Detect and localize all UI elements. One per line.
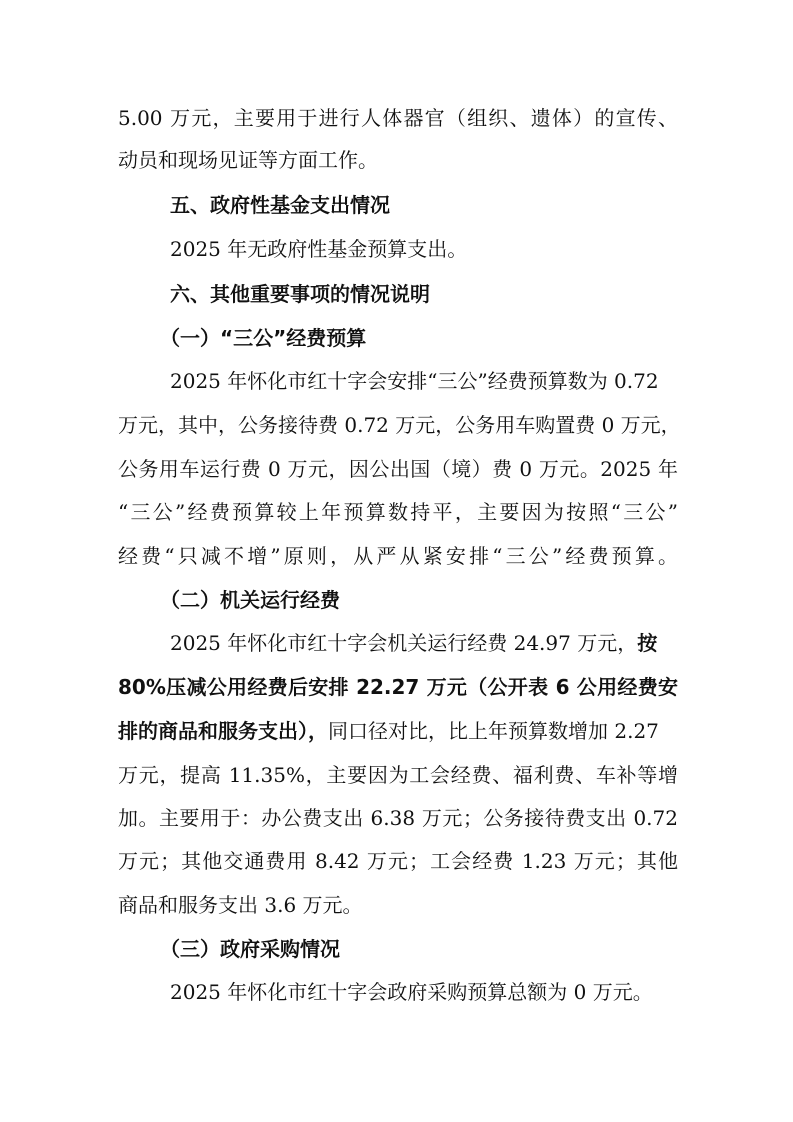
paragraph-line: 公务用车运行费 0 万元，因公出国（境）费 0 万元。2025 年 <box>118 457 678 481</box>
section-heading-6: 六、其他重要事项的情况说明 <box>170 282 430 306</box>
subsection-heading-1: （一）“三公”经费预算 <box>160 326 367 350</box>
paragraph-line: 动员和现场见证等方面工作。 <box>118 148 378 172</box>
paragraph-line: 经费“只减不增”原则，从严从紧安排“三公”经费预算。 <box>118 544 678 568</box>
normal-text: 同口径对比，比上年预算数增加 2.27 <box>328 719 659 743</box>
paragraph-line: “三公”经费预算较上年预算数持平，主要因为按照“三公” <box>118 500 678 524</box>
paragraph-line: 加。主要用于：办公费支出 6.38 万元；公务接待费支出 0.72 <box>118 806 678 830</box>
subsection-heading-2: （二）机关运行经费 <box>160 588 340 612</box>
paragraph-line-bold: 80%压减公用经费后安排 22.27 万元（公开表 6 公用经费安 <box>118 675 678 699</box>
subsection-heading-3: （三）政府采购情况 <box>160 937 340 961</box>
paragraph-line: 2025 年怀化市红十字会政府采购预算总额为 0 万元。 <box>170 980 653 1004</box>
paragraph-line <box>118 716 678 746</box>
normal-text: 2025 年怀化市红十字会机关运行经费 24.97 万元， <box>170 631 638 655</box>
paragraph-line: 万元；其他交通费用 8.42 万元；工会经费 1.23 万元；其他 <box>118 849 678 873</box>
paragraph-line: 商品和服务支出 3.6 万元。 <box>118 893 363 917</box>
bold-text: 排的商品和服务支出）， <box>118 719 328 743</box>
paragraph-line <box>170 628 678 658</box>
paragraph-line: 2025 年怀化市红十字会安排“三公”经费预算数为 0.72 <box>170 369 659 393</box>
paragraph-line: 万元，其中，公务接待费 0.72 万元，公务用车购置费 0 万元， <box>118 413 681 437</box>
paragraph-line: 5.00 万元，主要用于进行人体器官（组织、遗体）的宣传、 <box>118 106 678 130</box>
paragraph-line: 2025 年无政府性基金预算支出。 <box>170 237 468 261</box>
bold-text: 按 <box>637 631 658 655</box>
paragraph-line: 万元，提高 11.35%，主要因为工会经费、福利费、车补等增 <box>118 763 678 787</box>
section-heading-5: 五、政府性基金支出情况 <box>170 193 390 217</box>
